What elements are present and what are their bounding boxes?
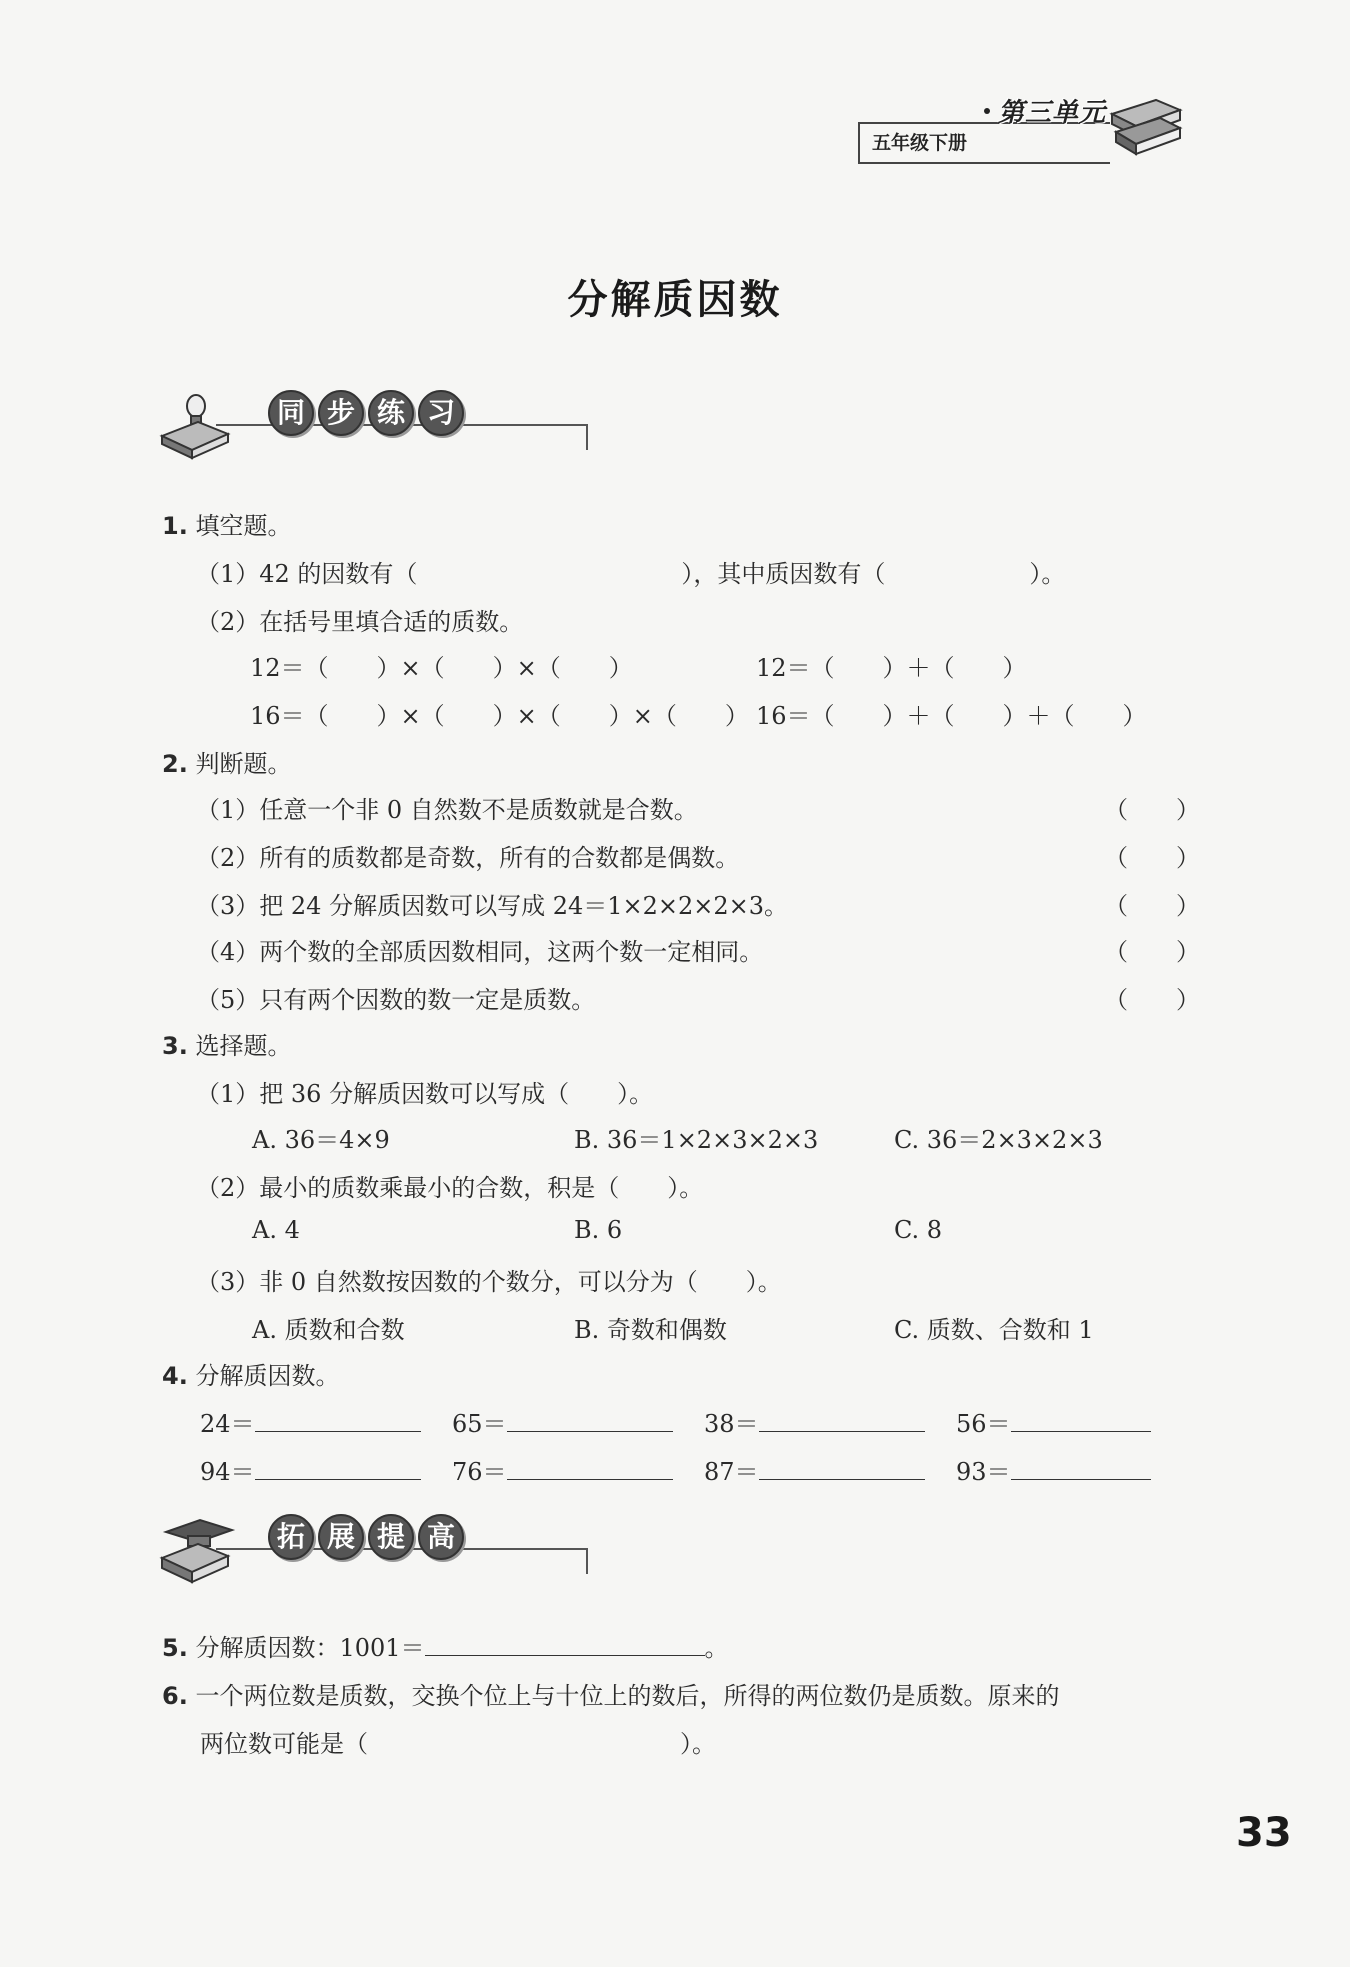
q1-row1-sum: 12＝（ ）＋（ ） (756, 654, 1027, 682)
choice-option-c[interactable]: C. 质数、合数和 1 (894, 1316, 1094, 1344)
factor-label: 76＝ (452, 1458, 507, 1486)
factor-item (956, 1452, 1151, 1487)
question-number: 5. (162, 1634, 188, 1662)
question-stem: 选择题。 (195, 1032, 292, 1060)
banner-label (268, 1514, 464, 1560)
banner-char: 练 (368, 390, 414, 436)
question-number: 2. (162, 750, 188, 778)
answer-blank[interactable] (425, 1633, 705, 1656)
header-dot (984, 108, 990, 114)
choice-option-b[interactable]: B. 6 (574, 1216, 623, 1244)
factor-label: 56＝ (956, 1410, 1011, 1438)
factor-item (956, 1404, 1151, 1439)
factor-label: 65＝ (452, 1410, 507, 1438)
q1-row2-sum: 16＝（ ）＋（ ）＋（ ） (756, 702, 1147, 730)
unit-header (858, 92, 1198, 172)
answer-blank[interactable] (507, 1409, 673, 1432)
question-1 (162, 506, 291, 541)
page-title: 分解质因数 (567, 277, 783, 323)
judge-item: （5）只有两个因数的数一定是质数。 (196, 986, 596, 1014)
banner-char: 提 (368, 1514, 414, 1560)
judge-answer-paren[interactable]: （ ） (1104, 938, 1200, 966)
choice-option-c[interactable]: C. 8 (894, 1216, 943, 1244)
choice-question: （1）把 36 分解质因数可以写成（ ）。 (196, 1080, 654, 1108)
banner-char: 同 (268, 390, 314, 436)
factor-item (200, 1404, 421, 1439)
banner-char: 拓 (268, 1514, 314, 1560)
choice-option-a[interactable]: A. 36＝4×9 (252, 1126, 390, 1154)
question-end: 。 (704, 1634, 729, 1662)
q1-part1: （1）42 的因数有（ ），其中质因数有（ ）。 (196, 560, 1066, 588)
judge-item: （1）任意一个非 0 自然数不是质数就是合数。 (196, 796, 698, 824)
question-number: 4. (162, 1362, 188, 1390)
question-number: 1. (162, 512, 188, 540)
judge-item: （2）所有的质数都是奇数，所有的合数都是偶数。 (196, 844, 740, 872)
question-number: 6. (162, 1682, 188, 1710)
judge-answer-paren[interactable]: （ ） (1104, 986, 1200, 1014)
judge-answer-paren[interactable]: （ ） (1104, 796, 1200, 824)
books-icon (1106, 92, 1186, 162)
judge-item: （3）把 24 分解质因数可以写成 24＝1×2×2×2×3。 (196, 892, 789, 920)
banner-char: 习 (418, 390, 464, 436)
answer-blank[interactable] (759, 1409, 925, 1432)
q1-row1-product: 12＝（ ）×（ ）×（ ） (250, 654, 633, 682)
factor-item (452, 1452, 673, 1487)
choice-option-b[interactable]: B. 36＝1×2×3×2×3 (574, 1126, 819, 1154)
choice-option-c[interactable]: C. 36＝2×3×2×3 (894, 1126, 1103, 1154)
section-banner-ext (158, 1512, 598, 1592)
choice-option-a[interactable]: A. 4 (252, 1216, 300, 1244)
question-2 (162, 744, 291, 779)
answer-blank[interactable] (507, 1457, 673, 1480)
q1-row2-product: 16＝（ ）×（ ）×（ ）×（ ） (250, 702, 749, 730)
answer-blank[interactable] (255, 1457, 421, 1480)
factor-item (452, 1404, 673, 1439)
factor-label: 87＝ (704, 1458, 759, 1486)
banner-char: 展 (318, 1514, 364, 1560)
factor-item (704, 1404, 925, 1439)
judge-answer-paren[interactable]: （ ） (1104, 892, 1200, 920)
banner-char: 步 (318, 390, 364, 436)
q1-part2: （2）在括号里填合适的质数。 (196, 608, 524, 636)
factor-item (704, 1452, 925, 1487)
question-stem: 填空题。 (195, 512, 292, 540)
question-stem: 分解质因数：1001＝ (195, 1634, 425, 1662)
question-number: 3. (162, 1032, 188, 1060)
banner-label (268, 390, 464, 436)
choice-question: （3）非 0 自然数按因数的个数分，可以分为（ ）。 (196, 1268, 782, 1296)
question-4 (162, 1356, 339, 1391)
question-stem: 分解质因数。 (195, 1362, 340, 1390)
answer-blank[interactable] (255, 1409, 421, 1432)
question-stem-line2: 两位数可能是（ ）。 (200, 1730, 716, 1758)
page-number: 33 (1236, 1810, 1292, 1856)
choice-option-a[interactable]: A. 质数和合数 (252, 1316, 405, 1344)
answer-blank[interactable] (759, 1457, 925, 1480)
question-stem: 判断题。 (195, 750, 292, 778)
grade-label: 五年级下册 (872, 132, 968, 154)
choice-option-b[interactable]: B. 奇数和偶数 (574, 1316, 727, 1344)
factor-label: 24＝ (200, 1410, 255, 1438)
judge-answer-paren[interactable]: （ ） (1104, 844, 1200, 872)
question-5 (162, 1628, 729, 1663)
factor-label: 93＝ (956, 1458, 1011, 1486)
unit-label: 第三单元 (998, 98, 1107, 128)
banner-char: 高 (418, 1514, 464, 1560)
factor-label: 94＝ (200, 1458, 255, 1486)
judge-item: （4）两个数的全部质因数相同，这两个数一定相同。 (196, 938, 764, 966)
question-6 (162, 1676, 1059, 1711)
factor-label: 38＝ (704, 1410, 759, 1438)
question-stem-line1: 一个两位数是质数，交换个位上与十位上的数后，所得的两位数仍是质数。原来的 (195, 1682, 1060, 1710)
answer-blank[interactable] (1011, 1457, 1151, 1480)
choice-question: （2）最小的质数乘最小的合数，积是（ ）。 (196, 1174, 704, 1202)
factor-item (200, 1452, 421, 1487)
section-banner-sync (158, 388, 598, 468)
question-3 (162, 1026, 291, 1061)
answer-blank[interactable] (1011, 1409, 1151, 1432)
